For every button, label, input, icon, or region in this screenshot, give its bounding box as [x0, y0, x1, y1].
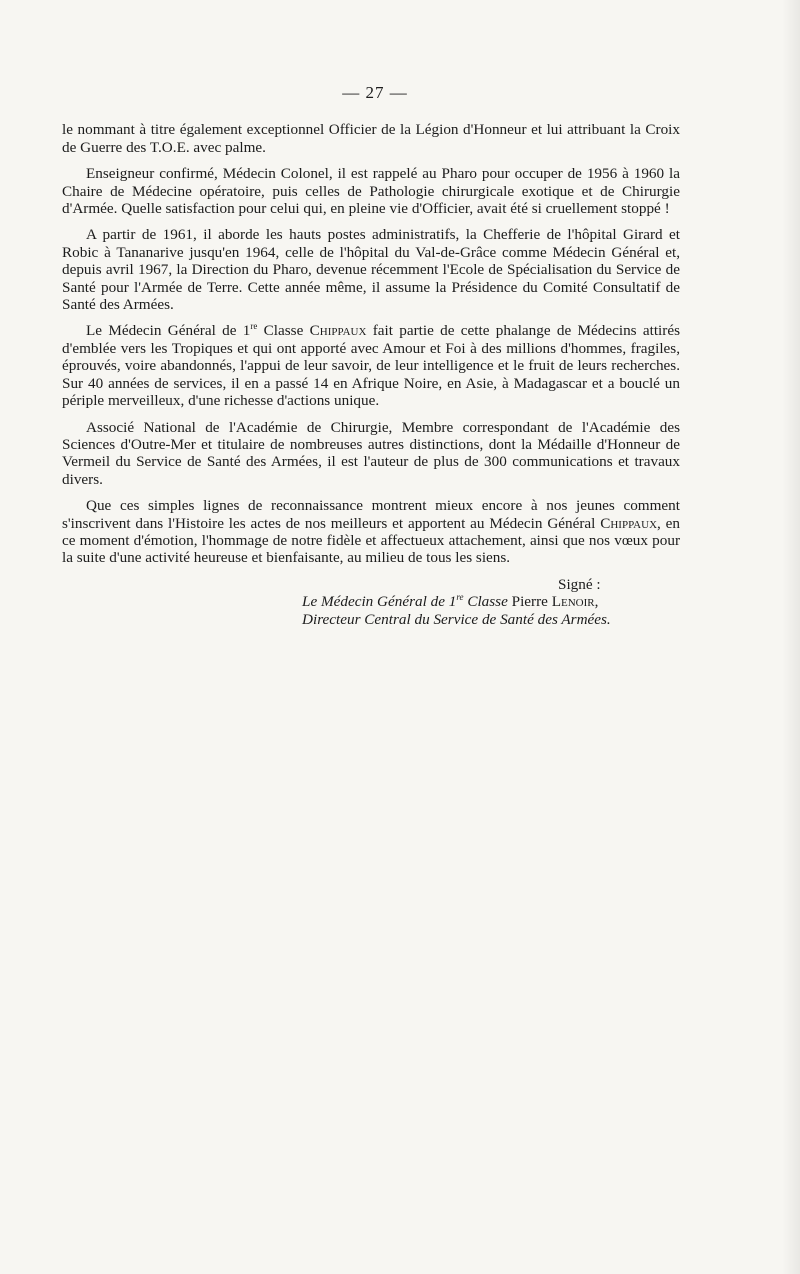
p4-surname: Chippaux [309, 322, 367, 340]
paragraph-1: le nommant à titre également exceptionnel Officier de la Légion d'Honneur et lui attribuant la Croix de Guerre des T.O.E. avec palme. [62, 121, 680, 156]
p6-text-a: Que ces simples lignes de reconnaissance montrent mieux encore à nos jeunes comment s'inscrivent dans l'Histoire les actes de nos meilleurs et apportent au Médecin Général [62, 497, 680, 532]
p4-text-a: Le Médecin Général de 1 [86, 322, 251, 340]
paragraph-2: Enseigneur confirmé, Médecin Colonel, il est rappelé au Pharo pour occuper de 1956 à 1960 la Chaire de Médecine opératoire, puis celles de Pathologie chirurgicale exotique et de Chirurgie d'Armée. Quelle satisfaction pour celui qui, en pleine vie d'Officier, avait été si cruellement stoppé ! [62, 165, 680, 218]
p6-text-b: , en ce moment d'émotion, l'hommage de notre fidèle et affectueux attachement, ainsi que nos vœux pour la suite d'une activité heureuse et bienfaisante, au milieu de tous les siens. [62, 514, 680, 567]
scan-edge-shadow [782, 0, 800, 1274]
paragraph-6 [62, 497, 680, 567]
document-page [62, 84, 680, 628]
p4-text-c: fait partie de cette phalange de Médecins attirés d'emblée vers les Tropiques et qui ont apporté avec Amour et Foi à des millions d'hommes, fragiles, éprouvés, voire abandonnés, l'appui de leur savoir, de leur intelligence et le fruit de leurs recherches. Sur 40 années de services, il en a passé 14 en Afrique Noire, en Asie, à Madagascar et a bouclé un périple merveilleux, d'une richesse d'actions unique. [62, 322, 680, 410]
signature-title-line [302, 593, 680, 610]
paragraph-4 [62, 322, 680, 409]
signature-superscript: re [456, 592, 464, 603]
signature-title-b: Classe [463, 593, 508, 611]
page-number: — 27 — [342, 83, 408, 102]
signature-block [62, 576, 680, 628]
p6-surname: Chippaux [600, 514, 658, 532]
signature-first-name: Pierre [511, 593, 548, 611]
signature-function-line: Directeur Central du Service de Santé des Armées. [302, 610, 611, 628]
paragraph-5: Associé National de l'Académie de Chirurgie, Membre correspondant de l'Académie des Sciences d'Outre-Mer et titulaire de nombreuses autres distinctions, dont la Médaille d'Honneur de Vermeil du Service de Santé des Armées, il est l'auteur de plus de 300 communications et travaux divers. [62, 418, 680, 488]
signature-surname: Lenoir [551, 593, 595, 611]
paragraph-3: A partir de 1961, il aborde les hauts postes administratifs, la Chefferie de l'hôpital Girard et Robic à Tananarive jusqu'en 1964, celle de l'hôpital du Val-de-Grâce comme Médecin Général et, depuis avril 1967, la Direction du Pharo, devenue récemment l'Ecole de Spécialisation du Service de Santé pour l'Armée de Terre. Cette année même, il assume la Présidence du Comité Consultatif de Santé des Armées. [62, 226, 680, 314]
signature-comma: , [594, 593, 599, 611]
p4-superscript: re [250, 321, 258, 332]
signature-label: Signé : [558, 575, 601, 593]
p4-text-b: Classe [257, 322, 310, 340]
signature-title-a: Le Médecin Général de 1 [302, 593, 457, 611]
